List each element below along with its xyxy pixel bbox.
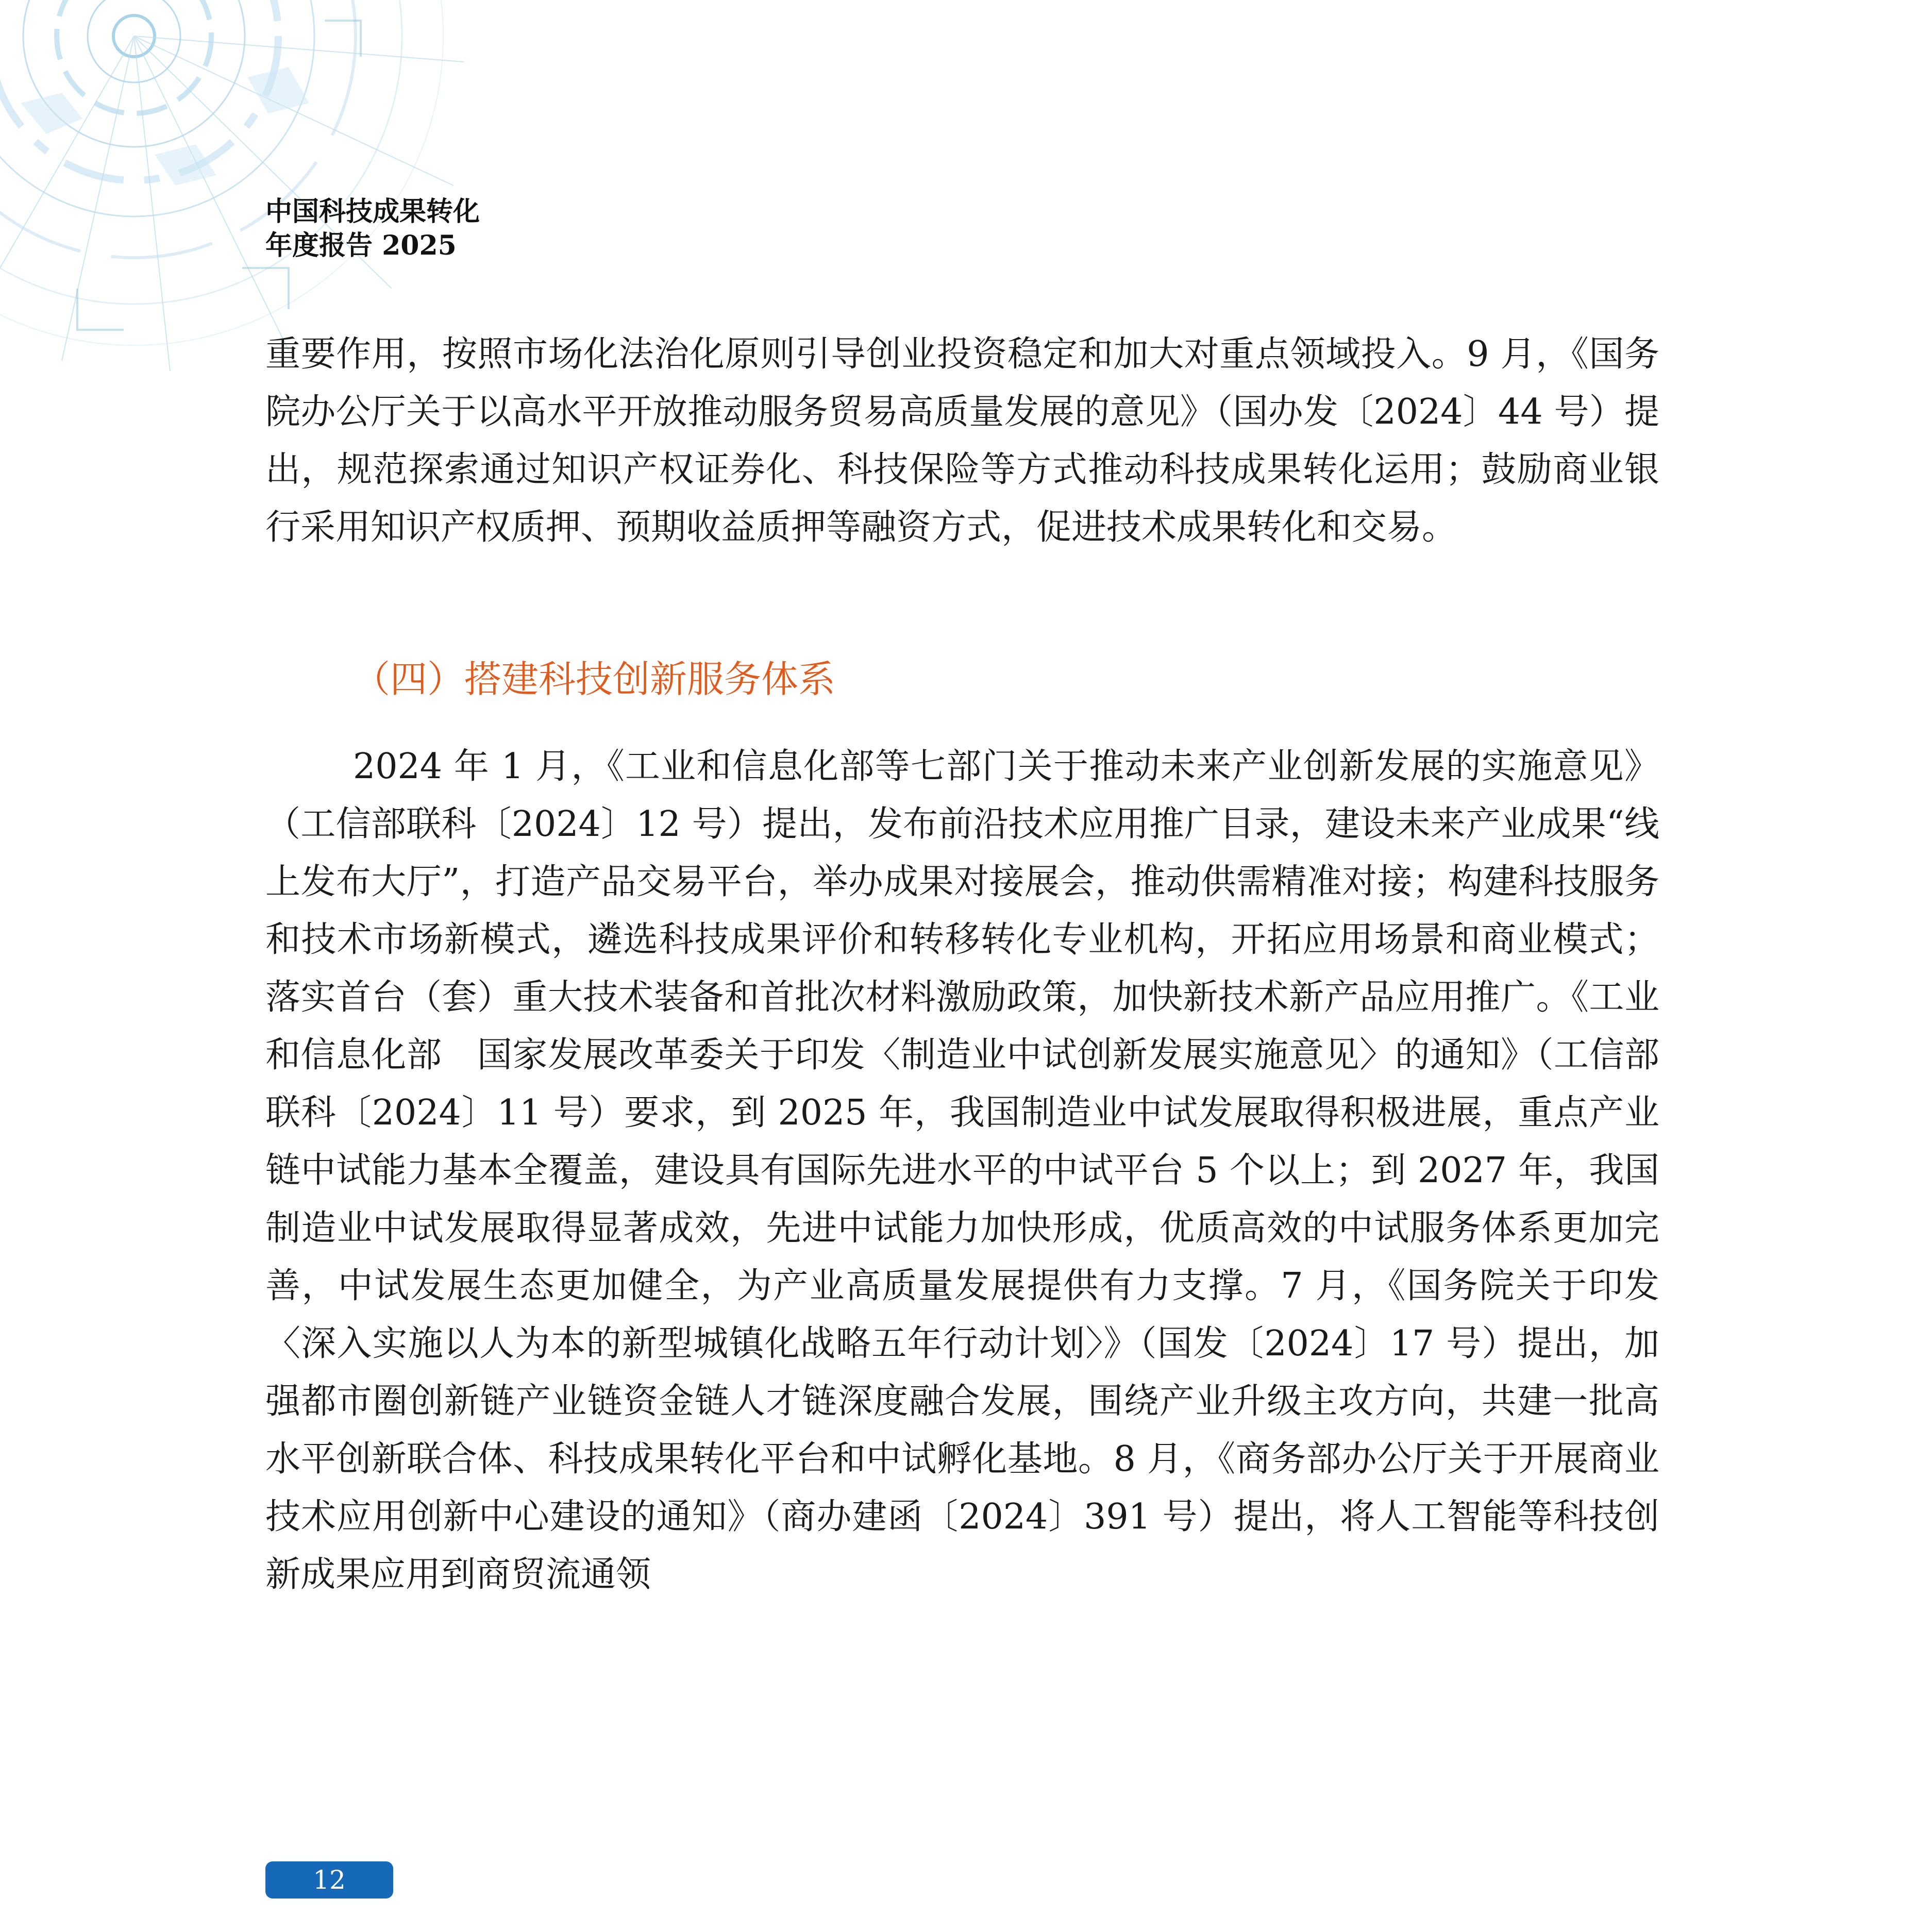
running-header — [265, 195, 480, 263]
section-heading: （四）搭建科技创新服务体系 — [353, 658, 836, 701]
body-paragraph-1: 重要作用，按照市场化法治化原则引导创业投资稳定和加大对重点领域投入。9 月，《国务院办公厅关于以高水平开放推动服务贸易高质量发展的意见》（国办发〔2024〕44 号）提出，规范探索通过知识产权证券化、科技保险等方式推动科技成果转化运用；鼓励商业银行采用知识产权质押、预期收益质押等融资方式，促进技术成果转化和交易。 — [265, 334, 1659, 548]
body-paragraph-2: 2024 年 1 月，《工业和信息化部等七部门关于推动未来产业创新发展的实施意见》（工信部联科〔2024〕12 号）提出，发布前沿技术应用推广目录，建设未来产业成果“线上发布大厅”，打造产品交易平台，举办成果对接展会，推动供需精准对接；构建科技服务和技术市场新模式，遴选科技成果评价和转移转化专业机构，开拓应用场景和商业模式；落实首台（套）重大技术装备和首批次材料激励政策，加快新技术新产品应用推广。《工业和信息化部 国家发展改革委关于印发〈制造业中试创新发展实施意见〉的通知》（工信部联科〔2024〕11 号）要求，到 2025 年，我国制造业中试发展取得积极进展，重点产业链中试能力基本全覆盖，建设具有国际先进水平的中试平台 5 个以上；到 2027 年，我国制造业中试发展取得显著成效，先进中试能力加快形成，优质高效的中试服务体系更加完善，中试发展生态更加健全，为产业高质量发展提供有力支撑。7 月，《国务院关于印发〈深入实施以人为本的新型城镇化战略五年行动计划〉》（国发〔2024〕17 号）提出，加强都市圈创新链产业链资金链人才链深度融合发展，围绕产业升级主攻方向，共建一批高水平创新联合体、科技成果转化平台和中试孵化基地。8 月，《商务部办公厅关于开展商业技术应用创新中心建设的通知》（商办建函〔2024〕391 号）提出，将人工智能等科技创新成果应用到商贸流通领 — [265, 746, 1659, 1595]
page-number-badge: 12 — [265, 1861, 393, 1899]
report-title-line2: 年度报告 2025 — [265, 230, 457, 261]
report-title-line1: 中国科技成果转化 — [265, 196, 480, 227]
